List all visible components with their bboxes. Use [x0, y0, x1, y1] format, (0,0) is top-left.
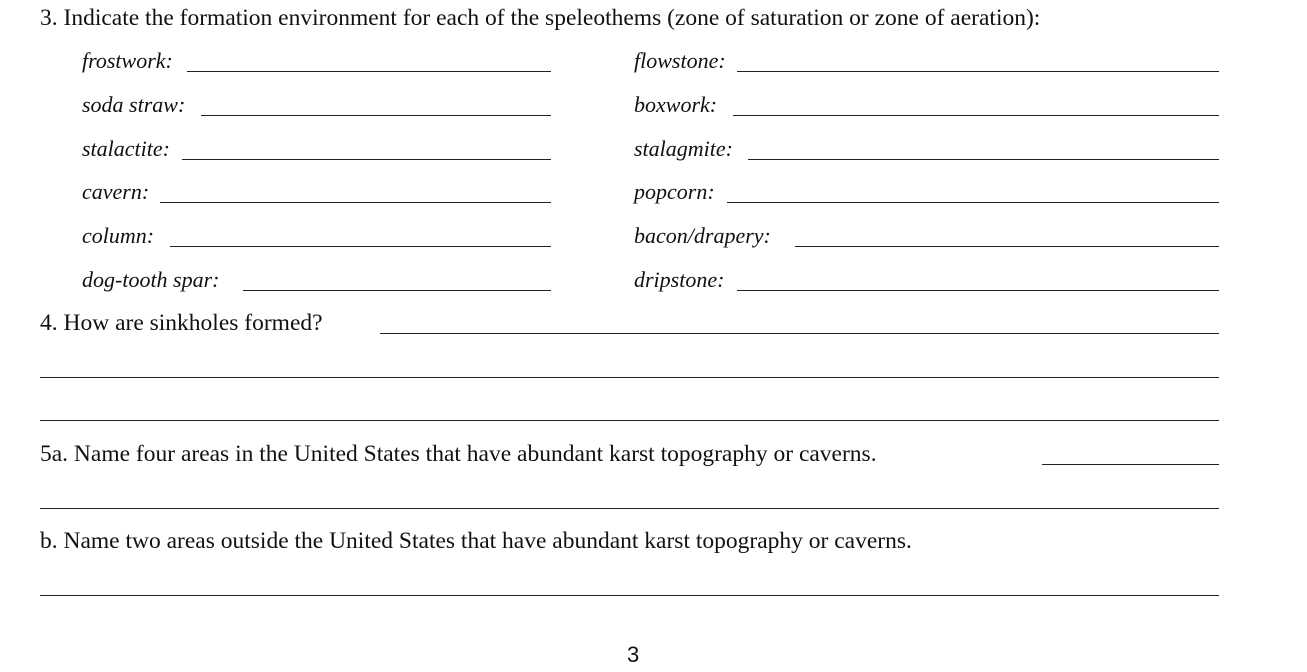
question-5b-text: b. Name two areas outside the United States that have abundant karst topography or caverns. — [40, 528, 912, 554]
field-label-stalagmite: stalagmite: — [634, 136, 733, 161]
answer-line-q4-1[interactable] — [380, 333, 1219, 334]
blank-column[interactable] — [170, 246, 551, 247]
blank-dog-tooth-spar[interactable] — [243, 290, 551, 291]
field-label-boxwork: boxwork: — [634, 92, 718, 117]
blank-flowstone[interactable] — [737, 71, 1219, 72]
field-label-soda-straw: soda straw: — [82, 92, 186, 117]
question-5a-text: 5a. Name four areas in the United States that have abundant karst topography or caverns. — [40, 441, 877, 467]
field-label-cavern: cavern: — [82, 179, 150, 204]
field-label-dripstone: dripstone: — [634, 267, 725, 292]
blank-soda-straw[interactable] — [201, 115, 551, 116]
page-number: 3 — [627, 642, 640, 667]
field-label-flowstone: flowstone: — [634, 48, 726, 73]
field-label-dog-tooth-spar: dog-tooth spar: — [82, 267, 220, 292]
blank-frostwork[interactable] — [187, 71, 551, 72]
blank-stalagmite[interactable] — [748, 159, 1219, 160]
answer-line-q5a-2[interactable] — [40, 508, 1219, 509]
answer-line-q4-3[interactable] — [40, 420, 1219, 421]
answer-line-q4-2[interactable] — [40, 377, 1219, 378]
field-label-frostwork: frostwork: — [82, 48, 173, 73]
answer-line-q5b-1[interactable] — [40, 595, 1219, 596]
blank-stalactite[interactable] — [182, 159, 551, 160]
field-label-bacon-drapery: bacon/drapery: — [634, 223, 771, 248]
answer-line-q5a-1[interactable] — [1042, 464, 1219, 465]
blank-boxwork[interactable] — [733, 115, 1219, 116]
field-label-column: column: — [82, 223, 155, 248]
field-label-stalactite: stalactite: — [82, 136, 170, 161]
question-4-text: 4. How are sinkholes formed? — [40, 310, 323, 336]
field-label-popcorn: popcorn: — [634, 179, 715, 204]
blank-cavern[interactable] — [160, 202, 551, 203]
blank-popcorn[interactable] — [727, 202, 1219, 203]
blank-dripstone[interactable] — [737, 290, 1219, 291]
blank-bacon-drapery[interactable] — [795, 246, 1219, 247]
question-3-text: 3. Indicate the formation environment for each of the speleothems (zone of saturation or zone of aeration): — [40, 5, 1041, 31]
